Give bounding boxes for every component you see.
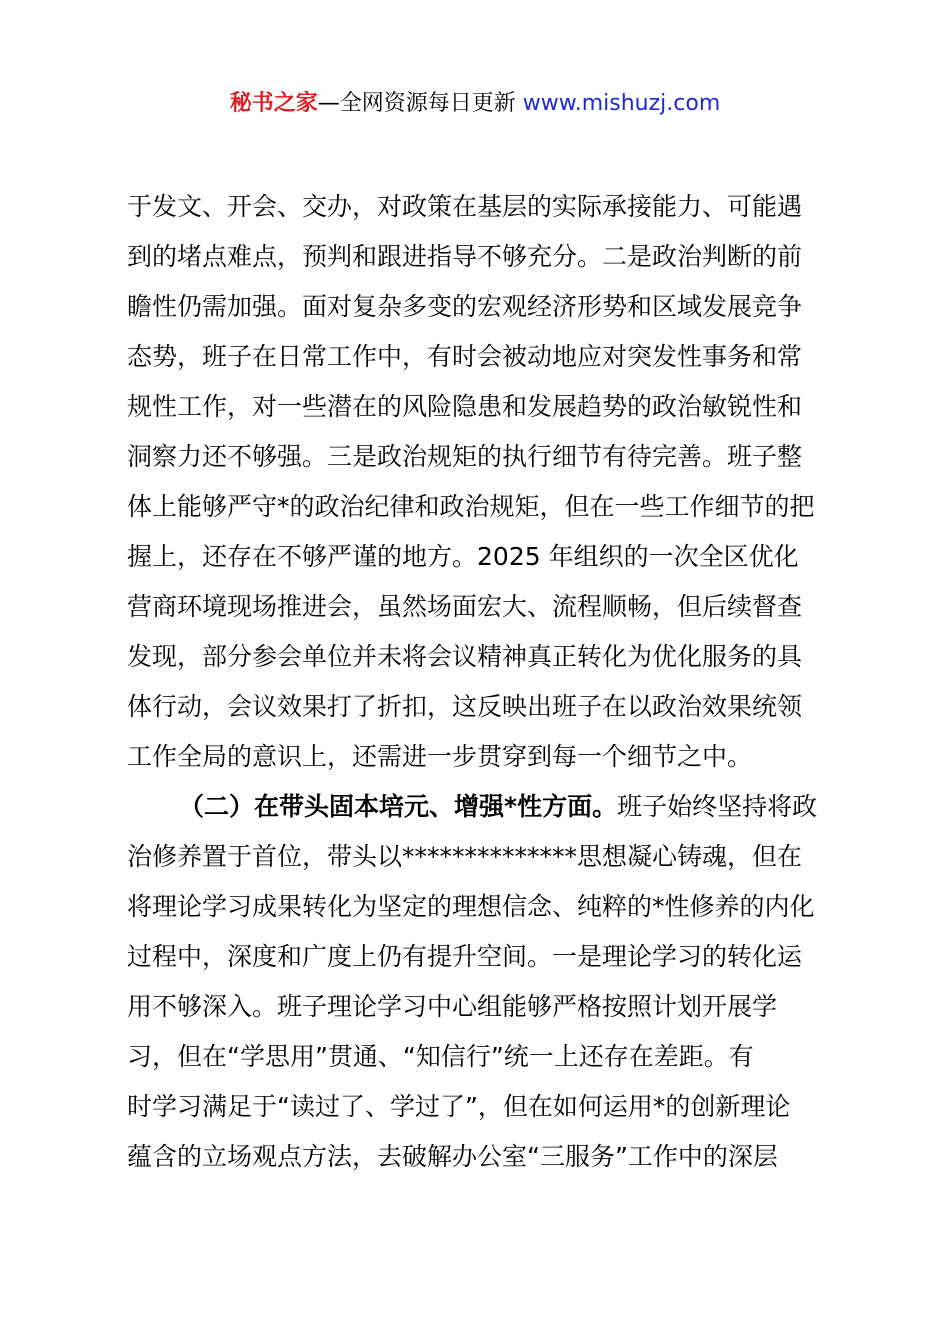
body-line: 握上，还存在不够严谨的地方。2025 年组织的一次全区优化 (127, 542, 799, 571)
body-line: 治修养置于首位，带头以**************思想凝心铸魂，但在 (127, 842, 803, 871)
body-line: 蕴含的立场观点方法，去破解办公室“三服务”工作中的深层 (127, 1142, 778, 1171)
body-line: 于发文、开会、交办，对政策在基层的实际承接能力、可能遇 (127, 192, 803, 221)
body-line: 将理论学习成果转化为坚定的理想信念、纯粹的*性修养的内化 (127, 892, 815, 921)
body-line: 洞察力还不够强。三是政治规矩的执行细节有待完善。班子整 (127, 442, 803, 471)
section-first-line-text: 班子始终坚持将政 (617, 792, 818, 821)
brand-name: 秘书之家 (229, 91, 318, 116)
body-line: 时学习满足于“读过了、学过了”，但在如何运用*的创新理论 (127, 1092, 791, 1121)
body-line: 规性工作，对一些潜在的风险隐患和发展趋势的政治敏锐性和 (127, 392, 803, 421)
body-line: 瞻性仍需加强。面对复杂多变的宏观经济形势和区域发展竞争 (127, 292, 803, 321)
body-line: 营商环境现场推进会，虽然场面宏大、流程顺畅，但后续督查 (127, 592, 803, 621)
header-tagline: —全网资源每日更新 (317, 91, 523, 116)
document-body (127, 182, 837, 1182)
section-heading: （二）在带头固本培元、增强*性方面。 (179, 792, 618, 821)
body-line: 到的堵点难点，预判和跟进指导不够充分。二是政治判断的前 (127, 242, 803, 271)
body-line: 过程中，深度和广度上仍有提升空间。一是理论学习的转化运 (127, 942, 803, 971)
body-line: 体行动，会议效果打了折扣，这反映出班子在以政治效果统领 (127, 692, 803, 721)
body-line: 发现，部分参会单位并未将会议精神真正转化为优化服务的具 (127, 642, 803, 671)
body-line: 习，但在“学思用”贯通、“知信行”统一上还存在差距。有 (127, 1042, 754, 1071)
body-line: 体上能够严守*的政治纪律和政治规矩，但在一些工作细节的把 (127, 492, 815, 521)
body-line: 工作全局的意识上，还需进一步贯穿到每一个细节之中。 (127, 742, 753, 771)
section-first-line (127, 782, 837, 832)
body-line: 态势，班子在日常工作中，有时会被动地应对突发性事务和常 (127, 342, 803, 371)
body-line: 用不够深入。班子理论学习中心组能够严格按照计划开展学 (127, 992, 778, 1021)
document-header (0, 88, 950, 120)
site-url-link[interactable]: www.mishuzj.com (522, 91, 721, 116)
